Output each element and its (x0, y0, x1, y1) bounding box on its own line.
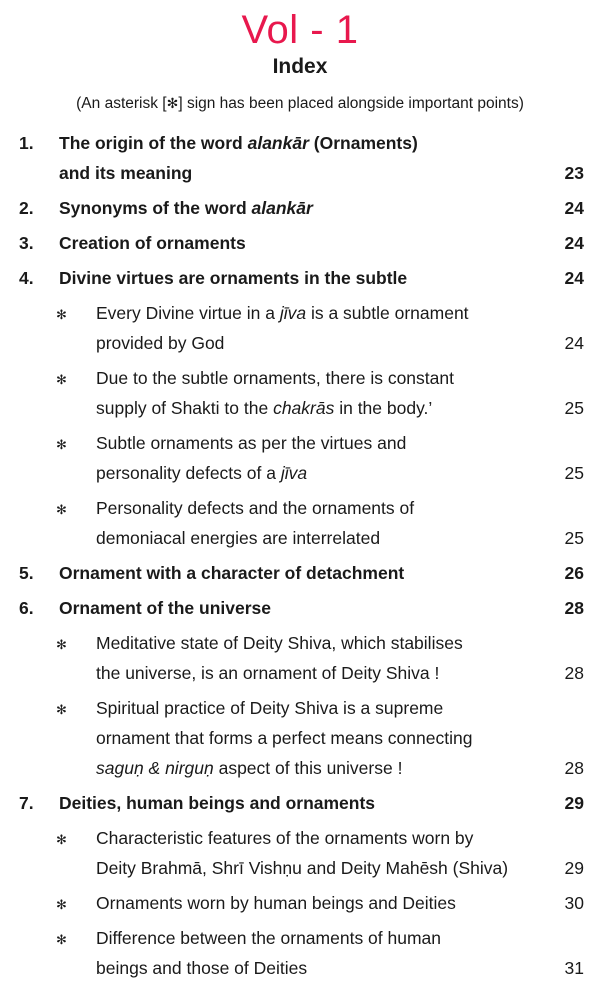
index-list (0, 128, 600, 988)
text-segment: demoniacal energies are interrelated (96, 528, 381, 548)
page-number: 25 (564, 463, 584, 483)
index-subentry (0, 823, 600, 883)
index-entry (0, 788, 600, 818)
entry-text (96, 628, 600, 688)
text-segment: the universe, is an ornament of Deity Shiva ! (96, 663, 440, 683)
asterisk-icon: ✻ (56, 502, 67, 517)
page-number: 25 (564, 398, 584, 418)
italic-term: alankār (247, 133, 309, 153)
entry-line (96, 953, 600, 983)
volume-title: Vol - 1 (241, 8, 359, 52)
entry-line (59, 593, 600, 623)
entry-line (59, 788, 600, 818)
note-text-after: ] sign has been placed alongside important points) (178, 95, 524, 112)
entry-line (96, 888, 600, 918)
page-number: 31 (564, 958, 584, 978)
text-segment: Due to the subtle ornaments, there is constant (96, 368, 454, 388)
text-segment: Ornament of the universe (59, 598, 271, 618)
entry-number: 4. (19, 268, 34, 288)
text-segment: Every Divine virtue in a (96, 303, 280, 323)
entry-text (96, 428, 600, 488)
page-number: 29 (564, 858, 584, 878)
text-segment: Deity Brahmā, Shrī Vishṇu and Deity Mahēsh (Shiva) (96, 858, 509, 878)
entry-line (96, 493, 600, 523)
page-number: 24 (564, 233, 584, 253)
entry-text (96, 923, 600, 983)
entry-line (59, 263, 600, 293)
text-segment: Divine virtues are ornaments in the subtle (59, 268, 408, 288)
text-segment: Ornament with a character of detachment (59, 563, 405, 583)
page-number: 28 (564, 598, 584, 618)
entry-line (59, 228, 600, 258)
index-subentry (0, 298, 600, 358)
entry-text (96, 888, 600, 918)
asterisk-icon: ✻ (56, 307, 67, 322)
text-segment: Synonyms of the word (59, 198, 252, 218)
entry-text (59, 228, 600, 258)
entry-text (59, 263, 600, 293)
text-segment: Creation of ornaments (59, 233, 246, 253)
entry-text (59, 128, 600, 188)
asterisk-icon: ✻ (56, 372, 67, 387)
text-segment: (Ornaments) (308, 133, 418, 153)
text-segment: Personality defects and the ornaments of (96, 498, 415, 518)
entry-line (59, 193, 600, 223)
entry-line (96, 628, 600, 658)
text-segment: in the body.’ (334, 398, 433, 418)
page-number: 23 (564, 163, 584, 183)
entry-number: 3. (19, 233, 34, 253)
index-subentry (0, 493, 600, 553)
entry-text (96, 298, 600, 358)
text-segment: and its meaning (59, 163, 193, 183)
entry-number: 6. (19, 598, 34, 618)
text-segment: personality defects of a (96, 463, 281, 483)
text-segment: Ornaments worn by human beings and Deities (96, 893, 456, 913)
asterisk-icon: ✻ (56, 832, 67, 847)
entry-line (96, 458, 600, 488)
page-number: 24 (564, 198, 584, 218)
text-segment: ornament that forms a perfect means connecting (96, 728, 473, 748)
entry-line (59, 558, 600, 588)
text-segment: aspect of this universe ! (213, 758, 403, 778)
entry-line (96, 363, 600, 393)
entry-number: 1. (19, 133, 34, 153)
italic-term: chakrās (273, 398, 335, 418)
entry-line (96, 823, 600, 853)
text-segment: The origin of the word (59, 133, 248, 153)
entry-line (96, 723, 600, 753)
entry-number: 5. (19, 563, 34, 583)
index-subentry (0, 888, 600, 918)
entry-number: 7. (19, 793, 34, 813)
page-number: 24 (564, 333, 584, 353)
entry-text (59, 193, 600, 223)
entry-line (96, 693, 600, 723)
italic-term: jīva (280, 463, 308, 483)
entry-line (96, 428, 600, 458)
page-number: 30 (564, 893, 584, 913)
index-subentry (0, 693, 600, 783)
italic-term: alankār (251, 198, 313, 218)
asterisk-icon: ✻ (56, 897, 67, 912)
asterisk-icon: ✻ (56, 932, 67, 947)
page-number: 28 (564, 663, 584, 683)
note-text-before: (An asterisk [ (76, 95, 167, 112)
index-subentry (0, 363, 600, 423)
entry-line (96, 393, 600, 423)
index-entry (0, 558, 600, 588)
text-segment: provided by God (96, 333, 225, 353)
index-subentry (0, 428, 600, 488)
page-number: 28 (564, 758, 584, 778)
asterisk-icon: ✻ (166, 95, 179, 111)
page-number: 25 (564, 528, 584, 548)
asterisk-icon: ✻ (56, 702, 67, 717)
index-entry (0, 263, 600, 293)
index-entry (0, 193, 600, 223)
entry-line (96, 923, 600, 953)
entry-line (96, 298, 600, 328)
italic-term: jīva (279, 303, 307, 323)
asterisk-icon: ✻ (56, 437, 67, 452)
text-segment: Difference between the ornaments of human (96, 928, 442, 948)
index-entry (0, 593, 600, 623)
index-entry (0, 228, 600, 258)
entry-text (96, 363, 600, 423)
index-subentry (0, 628, 600, 688)
entry-text (96, 693, 600, 783)
index-heading: Index (272, 55, 328, 78)
entry-text (59, 788, 600, 818)
index-entry (0, 128, 600, 188)
entry-line (96, 658, 600, 688)
index-subentry (0, 923, 600, 983)
text-segment: beings and those of Deities (96, 958, 308, 978)
asterisk-note (0, 93, 600, 114)
page-number: 24 (564, 268, 584, 288)
text-segment: Meditative state of Deity Shiva, which stabilises (96, 633, 463, 653)
entry-line (59, 158, 600, 188)
text-segment: is a subtle ornament (306, 303, 469, 323)
text-segment: Deities, human beings and ornaments (59, 793, 376, 813)
italic-term: saguṇ & nirguṇ (96, 758, 214, 778)
entry-line (59, 128, 600, 158)
text-segment: supply of Shakti to the (96, 398, 274, 418)
entry-text (59, 593, 600, 623)
entry-line (96, 853, 600, 883)
entry-line (96, 328, 600, 358)
asterisk-icon: ✻ (56, 637, 67, 652)
text-segment: Spiritual practice of Deity Shiva is a supreme (96, 698, 444, 718)
text-segment: Characteristic features of the ornaments worn by (96, 828, 474, 848)
text-segment: Subtle ornaments as per the virtues and (96, 433, 407, 453)
entry-text (96, 493, 600, 553)
entry-text (59, 558, 600, 588)
entry-line (96, 523, 600, 553)
entry-text (96, 823, 600, 883)
entry-number: 2. (19, 198, 34, 218)
page-number: 29 (564, 793, 584, 813)
entry-line (96, 753, 600, 783)
page-number: 26 (564, 563, 584, 583)
